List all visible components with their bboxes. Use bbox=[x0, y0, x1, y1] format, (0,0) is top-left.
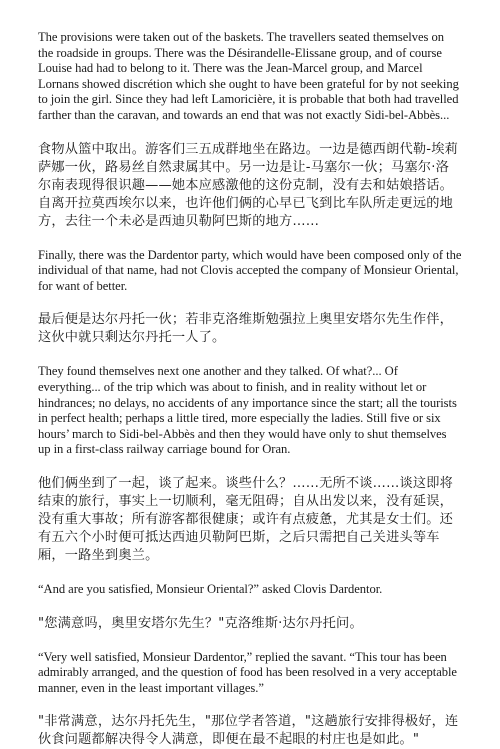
document-page bbox=[38, 30, 462, 749]
paragraph-english-1: The provisions were taken out of the baskets. The travellers seated themselves on the roadside in groups. There was the Désirandelle-Elissane group, and of course Louise had had to belong to it. There was the Jean-Marcel group, and Marcel Lornans showed discrétion which she ought to have been grateful for by not seeking to join the girl. Since they had left Lamoricière, it is probable that both had travelled farther than the caravan, and towards an end that was not exactly Sidi-bel-Abbès... bbox=[38, 30, 459, 122]
paragraph-chinese-4: "您满意吗，奥里安塔尔先生？"克洛维斯·达尔丹托问。 bbox=[38, 615, 363, 631]
paragraph-english-2: Finally, there was the Dardentor party, which would have been composed only of the individual of that name, had not Clovis accepted the company of Monsieur Oriental, for want of better. bbox=[38, 247, 462, 293]
paragraph-chinese-1: 食物从篮中取出。游客们三五成群地坐在路边。一边是德西朗代勒-埃莉萨娜一伙，路易丝自然隶属其中。另一边是让-马塞尔一伙；马塞尔·洛尔南表现得很识趣——她本应感激他的这份克制，没有去和姑娘搭话。自离开拉莫西埃尔以来，也许他们俩的心早已飞到比车队所走更远的地方，去往一个未必是西迪贝勒阿巴斯的地方…… bbox=[38, 141, 458, 229]
paragraph-chinese-3: 他们俩坐到了一起，谈了起来。谈些什么？……无所不谈……谈这即将结束的旅行，事实上一切顺利，毫无阻碍；自从出发以来，没有延误，没有重大事故；所有游客都很健康；或许有点疲惫，尤其是女士们。还有五六个小时便可抵达西迪贝勒阿巴斯，之后只需把自己关进头等车厢，一路坐到奥兰。 bbox=[38, 475, 454, 563]
paragraph-english-3: They found themselves next one another and they talked. Of what?... Of everything... of the trip which was about to finish, and in reality without let or hindrances; no delays, no accidents of any importance since the start; all the tourists in perfect health; perhaps a little tired, more especially the ladies. Still five or six hours’ march to Sidi-bel-Abbès and then they would have only to shut themselves up in a first-class railway carriage bound for Oran. bbox=[38, 364, 457, 457]
paragraph-chinese-2: 最后便是达尔丹托一伙；若非克洛维斯勉强拉上奥里安塔尔先生作伴，这伙中就只剩达尔丹托一人了。 bbox=[38, 312, 454, 346]
paragraph-english-4: “And are you satisfied, Monsieur Oriental?” asked Clovis Dardentor. bbox=[38, 581, 383, 596]
paragraph-english-5: “Very well satisfied, Monsieur Dardentor,” replied the savant. “This tour has been admirably arranged, and the question of food has been resolved in a very acceptable manner, even in the least important villages.” bbox=[38, 649, 457, 695]
paragraph-chinese-5: "非常满意，达尔丹托先生，"那位学者答道，"这趟旅行安排得极好，连伙食问题都解决得令人满意，即便在最不起眼的村庄也是如此。" bbox=[38, 714, 459, 748]
